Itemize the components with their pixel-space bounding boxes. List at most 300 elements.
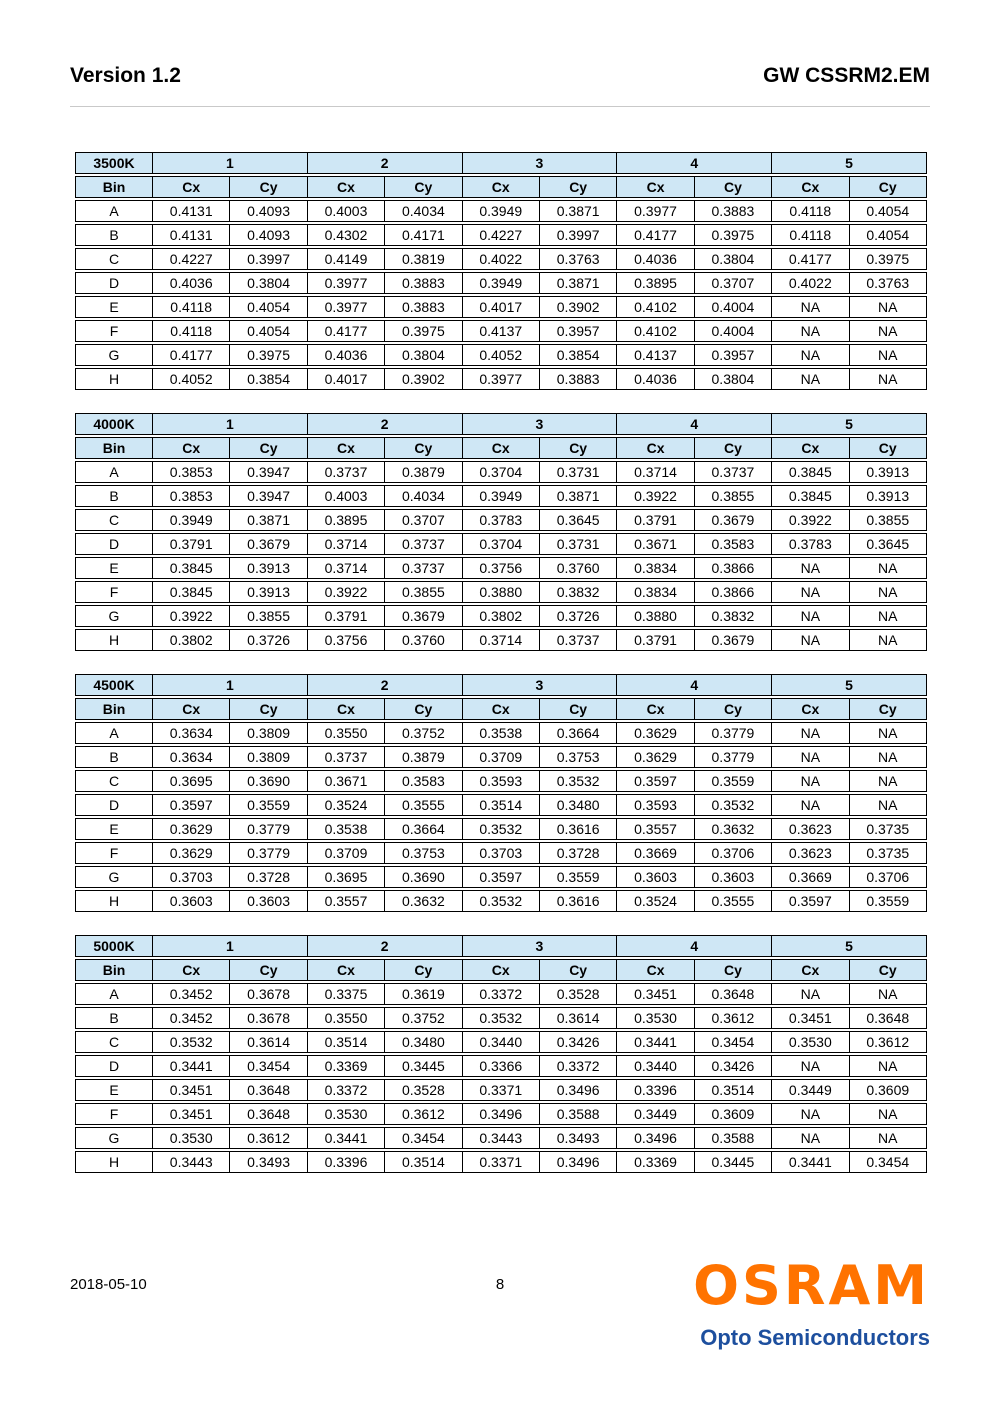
- cx-value: 0.3629: [153, 818, 230, 840]
- coord-header-cy: Cy: [850, 698, 927, 720]
- cy-value: 0.3706: [695, 842, 772, 864]
- coord-header-cy: Cy: [695, 959, 772, 981]
- group-label: 1: [153, 935, 308, 957]
- cy-value: 0.3902: [385, 368, 462, 390]
- bin-cell: C: [75, 248, 153, 270]
- cy-value: 0.4093: [230, 224, 307, 246]
- osram-wordmark: OSRAM: [693, 1254, 930, 1317]
- cx-value: 0.3737: [308, 746, 385, 768]
- cy-value: 0.3372: [540, 1055, 617, 1077]
- cy-value: 0.3779: [695, 722, 772, 744]
- cy-value: 0.3559: [540, 866, 617, 888]
- cx-value: 0.4177: [153, 344, 230, 366]
- coord-header-cx: Cx: [308, 437, 385, 459]
- cy-value: 0.3975: [230, 344, 307, 366]
- cx-value: 0.3396: [308, 1151, 385, 1173]
- cy-value: NA: [850, 746, 927, 768]
- bin-cell: G: [75, 1127, 153, 1149]
- table-row: [75, 746, 927, 768]
- bin-cell: B: [75, 1007, 153, 1029]
- group-header-row: [75, 935, 927, 957]
- cx-value: 0.4036: [153, 272, 230, 294]
- cx-value: 0.3791: [308, 605, 385, 627]
- cy-value: 0.4004: [695, 320, 772, 342]
- table-temp-label: 4000K: [75, 413, 153, 435]
- coord-header-cy: Cy: [695, 698, 772, 720]
- bin-header: Bin: [75, 437, 153, 459]
- cy-value: NA: [850, 1055, 927, 1077]
- table-row: [75, 1007, 927, 1029]
- cx-value: 0.3593: [463, 770, 540, 792]
- cy-value: 0.3426: [540, 1031, 617, 1053]
- cy-value: 0.3426: [695, 1055, 772, 1077]
- cx-value: 0.3853: [153, 461, 230, 483]
- bin-cell: E: [75, 818, 153, 840]
- cy-value: 0.3679: [230, 533, 307, 555]
- coord-header-cy: Cy: [540, 698, 617, 720]
- cy-value: 0.3832: [695, 605, 772, 627]
- cy-value: 0.3975: [850, 248, 927, 270]
- cx-value: NA: [772, 368, 849, 390]
- group-label: 1: [153, 152, 308, 174]
- bin-cell: G: [75, 344, 153, 366]
- table-row: [75, 983, 927, 1005]
- table-row: [75, 1079, 927, 1101]
- cx-value: 0.3703: [153, 866, 230, 888]
- bin-table-5000k: [75, 933, 927, 1175]
- cx-value: 0.3756: [308, 629, 385, 651]
- cx-value: 0.3369: [617, 1151, 694, 1173]
- cy-value: 0.3528: [385, 1079, 462, 1101]
- cx-value: 0.3371: [463, 1151, 540, 1173]
- cy-value: 0.3707: [695, 272, 772, 294]
- cy-value: 0.3737: [385, 533, 462, 555]
- cy-value: 0.3648: [850, 1007, 927, 1029]
- table-row: [75, 770, 927, 792]
- cx-value: 0.3530: [772, 1031, 849, 1053]
- cy-value: 0.3779: [230, 842, 307, 864]
- coord-header-cx: Cx: [308, 176, 385, 198]
- table-row: [75, 296, 927, 318]
- bin-cell: D: [75, 533, 153, 555]
- cx-value: 0.3709: [308, 842, 385, 864]
- cx-value: 0.3845: [153, 557, 230, 579]
- bin-cell: G: [75, 866, 153, 888]
- cy-value: 0.3902: [540, 296, 617, 318]
- cx-value: 0.4149: [308, 248, 385, 270]
- page-number: 8: [495, 1276, 505, 1293]
- cy-value: 0.3690: [230, 770, 307, 792]
- group-label: 5: [772, 674, 927, 696]
- cx-value: 0.3372: [308, 1079, 385, 1101]
- bin-cell: B: [75, 485, 153, 507]
- cy-value: 0.3493: [540, 1127, 617, 1149]
- group-label: 5: [772, 152, 927, 174]
- cx-value: 0.3440: [617, 1055, 694, 1077]
- bin-cell: A: [75, 722, 153, 744]
- cx-value: 0.3977: [308, 296, 385, 318]
- cy-value: 0.3532: [540, 770, 617, 792]
- cy-value: 0.3445: [695, 1151, 772, 1173]
- coord-header-cy: Cy: [385, 437, 462, 459]
- group-header-row: [75, 674, 927, 696]
- cy-value: 0.3871: [540, 200, 617, 222]
- cy-value: 0.3645: [540, 509, 617, 531]
- cx-value: 0.3557: [617, 818, 694, 840]
- cy-value: 0.3528: [540, 983, 617, 1005]
- cx-value: 0.4102: [617, 320, 694, 342]
- cy-value: 0.3737: [385, 557, 462, 579]
- coord-header-cx: Cx: [463, 698, 540, 720]
- cy-value: 0.3731: [540, 461, 617, 483]
- cx-value: 0.4003: [308, 485, 385, 507]
- table-row: [75, 890, 927, 912]
- table-row: [75, 344, 927, 366]
- table-row: [75, 368, 927, 390]
- cy-value: 0.3735: [850, 818, 927, 840]
- coord-header-cy: Cy: [850, 176, 927, 198]
- cx-value: 0.3530: [617, 1007, 694, 1029]
- bin-cell: H: [75, 890, 153, 912]
- table-row: [75, 272, 927, 294]
- cx-value: 0.4036: [617, 368, 694, 390]
- cy-value: 0.3632: [695, 818, 772, 840]
- cx-value: 0.3629: [617, 746, 694, 768]
- cx-value: 0.4227: [463, 224, 540, 246]
- cx-value: 0.3369: [308, 1055, 385, 1077]
- table-row: [75, 1103, 927, 1125]
- cx-value: 0.3695: [308, 866, 385, 888]
- cx-value: 0.3514: [308, 1031, 385, 1053]
- coord-header-cy: Cy: [230, 698, 307, 720]
- cx-value: 0.4118: [153, 320, 230, 342]
- cy-value: 0.3809: [230, 746, 307, 768]
- coord-header-cy: Cy: [385, 959, 462, 981]
- table-row: [75, 1127, 927, 1149]
- cx-value: 0.4131: [153, 224, 230, 246]
- bin-cell: F: [75, 1103, 153, 1125]
- cx-value: 0.3524: [617, 890, 694, 912]
- cy-value: 0.3614: [540, 1007, 617, 1029]
- cx-value: 0.3895: [308, 509, 385, 531]
- cy-value: 0.3779: [230, 818, 307, 840]
- cx-value: 0.3451: [153, 1103, 230, 1125]
- coord-header-cy: Cy: [230, 959, 307, 981]
- cx-value: 0.3671: [308, 770, 385, 792]
- table-row: [75, 722, 927, 744]
- table-row: [75, 557, 927, 579]
- cy-value: 0.3614: [230, 1031, 307, 1053]
- cx-value: 0.4302: [308, 224, 385, 246]
- cy-value: 0.3760: [540, 557, 617, 579]
- cy-value: 0.3678: [230, 1007, 307, 1029]
- cx-value: 0.4003: [308, 200, 385, 222]
- cx-value: 0.3597: [617, 770, 694, 792]
- cx-value: 0.3949: [463, 200, 540, 222]
- cx-value: 0.3366: [463, 1055, 540, 1077]
- osram-logo: [693, 1254, 930, 1351]
- cy-value: 0.3706: [850, 866, 927, 888]
- table-row: [75, 200, 927, 222]
- coord-header-row: [75, 176, 927, 198]
- footer-date: 2018-05-10: [70, 1276, 147, 1293]
- cx-value: 0.3709: [463, 746, 540, 768]
- cy-value: 0.3854: [540, 344, 617, 366]
- bin-cell: A: [75, 461, 153, 483]
- product-title: GW CSSRM2.EM: [763, 64, 930, 87]
- cy-value: 0.3514: [695, 1079, 772, 1101]
- cy-value: 0.3612: [695, 1007, 772, 1029]
- cx-value: 0.3597: [772, 890, 849, 912]
- coord-header-cx: Cx: [308, 959, 385, 981]
- cy-value: 0.3619: [385, 983, 462, 1005]
- cx-value: 0.4022: [463, 248, 540, 270]
- cy-value: 0.3678: [230, 983, 307, 1005]
- group-label: 5: [772, 935, 927, 957]
- cy-value: NA: [850, 770, 927, 792]
- cx-value: 0.3783: [463, 509, 540, 531]
- coord-header-cx: Cx: [308, 698, 385, 720]
- cy-value: 0.3804: [695, 248, 772, 270]
- cy-value: 0.3454: [695, 1031, 772, 1053]
- cy-value: 0.3737: [540, 629, 617, 651]
- cy-value: NA: [850, 1127, 927, 1149]
- cy-value: 0.3616: [540, 818, 617, 840]
- coord-header-cx: Cx: [772, 176, 849, 198]
- group-label: 3: [463, 935, 618, 957]
- cx-value: NA: [772, 629, 849, 651]
- cx-value: 0.3629: [617, 722, 694, 744]
- cy-value: 0.3753: [385, 842, 462, 864]
- cy-value: 0.3679: [695, 509, 772, 531]
- bin-cell: C: [75, 509, 153, 531]
- cx-value: 0.4118: [772, 200, 849, 222]
- coord-header-cx: Cx: [772, 698, 849, 720]
- group-label: 2: [308, 152, 463, 174]
- cy-value: 0.3664: [385, 818, 462, 840]
- cx-value: 0.3791: [617, 509, 694, 531]
- coord-header-cy: Cy: [385, 698, 462, 720]
- cx-value: NA: [772, 794, 849, 816]
- table-row: [75, 581, 927, 603]
- cx-value: 0.4052: [153, 368, 230, 390]
- coord-header-cy: Cy: [695, 437, 772, 459]
- cx-value: 0.3922: [772, 509, 849, 531]
- cy-value: 0.3779: [695, 746, 772, 768]
- cx-value: 0.4131: [153, 200, 230, 222]
- cy-value: 0.3855: [385, 581, 462, 603]
- cy-value: 0.3648: [230, 1103, 307, 1125]
- group-label: 3: [463, 674, 618, 696]
- table-row: [75, 509, 927, 531]
- coord-header-row: [75, 698, 927, 720]
- cx-value: NA: [772, 557, 849, 579]
- bin-cell: C: [75, 770, 153, 792]
- cx-value: 0.4036: [617, 248, 694, 270]
- cx-value: 0.3530: [153, 1127, 230, 1149]
- table-temp-label: 3500K: [75, 152, 153, 174]
- group-header-row: [75, 413, 927, 435]
- cx-value: 0.3532: [463, 818, 540, 840]
- cy-value: 0.3493: [230, 1151, 307, 1173]
- bin-tables: [75, 150, 927, 1194]
- cx-value: NA: [772, 746, 849, 768]
- cx-value: 0.3532: [463, 1007, 540, 1029]
- cy-value: 0.4034: [385, 200, 462, 222]
- cy-value: 0.3913: [850, 461, 927, 483]
- coord-header-cx: Cx: [153, 437, 230, 459]
- cy-value: 0.3728: [540, 842, 617, 864]
- coord-header-row: [75, 437, 927, 459]
- cy-value: 0.3690: [385, 866, 462, 888]
- cx-value: 0.3597: [153, 794, 230, 816]
- cx-value: 0.3853: [153, 485, 230, 507]
- bin-header: Bin: [75, 698, 153, 720]
- cy-value: 0.3855: [230, 605, 307, 627]
- cx-value: 0.3440: [463, 1031, 540, 1053]
- cy-value: 0.4034: [385, 485, 462, 507]
- cy-value: 0.3679: [695, 629, 772, 651]
- cy-value: 0.3664: [540, 722, 617, 744]
- group-header-row: [75, 152, 927, 174]
- cy-value: 0.4054: [850, 224, 927, 246]
- cy-value: 0.3883: [385, 272, 462, 294]
- table-row: [75, 605, 927, 627]
- cx-value: 0.3977: [617, 200, 694, 222]
- coord-header-cy: Cy: [540, 959, 617, 981]
- cx-value: 0.3452: [153, 983, 230, 1005]
- cy-value: 0.3804: [695, 368, 772, 390]
- cy-value: 0.3609: [850, 1079, 927, 1101]
- bin-table-4000k: [75, 411, 927, 653]
- cy-value: 0.3648: [695, 983, 772, 1005]
- cx-value: 0.4022: [772, 272, 849, 294]
- cx-value: 0.3496: [463, 1103, 540, 1125]
- cx-value: 0.3791: [153, 533, 230, 555]
- cx-value: 0.3530: [308, 1103, 385, 1125]
- coord-header-cy: Cy: [540, 176, 617, 198]
- cy-value: 0.4004: [695, 296, 772, 318]
- cy-value: NA: [850, 344, 927, 366]
- cx-value: 0.4137: [463, 320, 540, 342]
- table-temp-label: 5000K: [75, 935, 153, 957]
- cx-value: 0.3845: [772, 461, 849, 483]
- cx-value: 0.3375: [308, 983, 385, 1005]
- cy-value: 0.3947: [230, 485, 307, 507]
- cx-value: 0.3550: [308, 722, 385, 744]
- cx-value: 0.3977: [308, 272, 385, 294]
- cy-value: 0.3559: [850, 890, 927, 912]
- bin-cell: E: [75, 557, 153, 579]
- cx-value: 0.3802: [463, 605, 540, 627]
- bin-cell: H: [75, 368, 153, 390]
- bin-cell: H: [75, 629, 153, 651]
- cx-value: 0.3895: [617, 272, 694, 294]
- table-temp-label: 4500K: [75, 674, 153, 696]
- cy-value: 0.3588: [695, 1127, 772, 1149]
- bin-cell: D: [75, 1055, 153, 1077]
- cy-value: 0.3616: [540, 890, 617, 912]
- bin-cell: A: [75, 983, 153, 1005]
- group-label: 2: [308, 413, 463, 435]
- group-label: 4: [617, 152, 772, 174]
- cx-value: 0.3396: [617, 1079, 694, 1101]
- cy-value: 0.3997: [230, 248, 307, 270]
- cy-value: 0.3726: [230, 629, 307, 651]
- cx-value: 0.3634: [153, 722, 230, 744]
- table-row: [75, 629, 927, 651]
- cy-value: 0.3555: [385, 794, 462, 816]
- cx-value: 0.3704: [463, 533, 540, 555]
- cx-value: 0.3629: [153, 842, 230, 864]
- cx-value: NA: [772, 722, 849, 744]
- coord-header-cy: Cy: [540, 437, 617, 459]
- cy-value: 0.3737: [695, 461, 772, 483]
- cy-value: 0.3559: [695, 770, 772, 792]
- cy-value: 0.3883: [695, 200, 772, 222]
- cy-value: 0.4093: [230, 200, 307, 222]
- cy-value: NA: [850, 794, 927, 816]
- table-row: [75, 1151, 927, 1173]
- cx-value: 0.3714: [308, 557, 385, 579]
- cy-value: NA: [850, 605, 927, 627]
- cy-value: 0.3866: [695, 581, 772, 603]
- cy-value: 0.3609: [695, 1103, 772, 1125]
- cx-value: NA: [772, 770, 849, 792]
- coord-header-cx: Cx: [153, 698, 230, 720]
- group-label: 1: [153, 674, 308, 696]
- group-label: 4: [617, 935, 772, 957]
- cx-value: 0.3714: [617, 461, 694, 483]
- coord-header-cx: Cx: [617, 176, 694, 198]
- cx-value: 0.3514: [463, 794, 540, 816]
- cy-value: 0.3871: [230, 509, 307, 531]
- cx-value: 0.3623: [772, 842, 849, 864]
- cx-value: 0.3538: [463, 722, 540, 744]
- bin-cell: F: [75, 320, 153, 342]
- cx-value: 0.3714: [308, 533, 385, 555]
- table-row: [75, 461, 927, 483]
- table-row: [75, 320, 927, 342]
- bin-cell: D: [75, 794, 153, 816]
- group-label: 4: [617, 674, 772, 696]
- coord-header-cy: Cy: [850, 437, 927, 459]
- cx-value: 0.3451: [617, 983, 694, 1005]
- group-label: 5: [772, 413, 927, 435]
- cx-value: 0.4118: [153, 296, 230, 318]
- cx-value: 0.3603: [617, 866, 694, 888]
- cy-value: 0.3454: [850, 1151, 927, 1173]
- cx-value: 0.3834: [617, 581, 694, 603]
- cx-value: 0.3634: [153, 746, 230, 768]
- coord-header-cy: Cy: [695, 176, 772, 198]
- cx-value: 0.3372: [463, 983, 540, 1005]
- cy-value: 0.3752: [385, 1007, 462, 1029]
- cy-value: NA: [850, 722, 927, 744]
- coord-header-cx: Cx: [617, 959, 694, 981]
- cy-value: 0.3947: [230, 461, 307, 483]
- coord-header-cy: Cy: [230, 437, 307, 459]
- table-row: [75, 794, 927, 816]
- cx-value: 0.4177: [308, 320, 385, 342]
- bin-cell: B: [75, 224, 153, 246]
- cy-value: 0.3763: [540, 248, 617, 270]
- cx-value: 0.4017: [308, 368, 385, 390]
- cy-value: 0.3648: [230, 1079, 307, 1101]
- cy-value: 0.3454: [230, 1055, 307, 1077]
- cx-value: 0.3623: [772, 818, 849, 840]
- cx-value: 0.3703: [463, 842, 540, 864]
